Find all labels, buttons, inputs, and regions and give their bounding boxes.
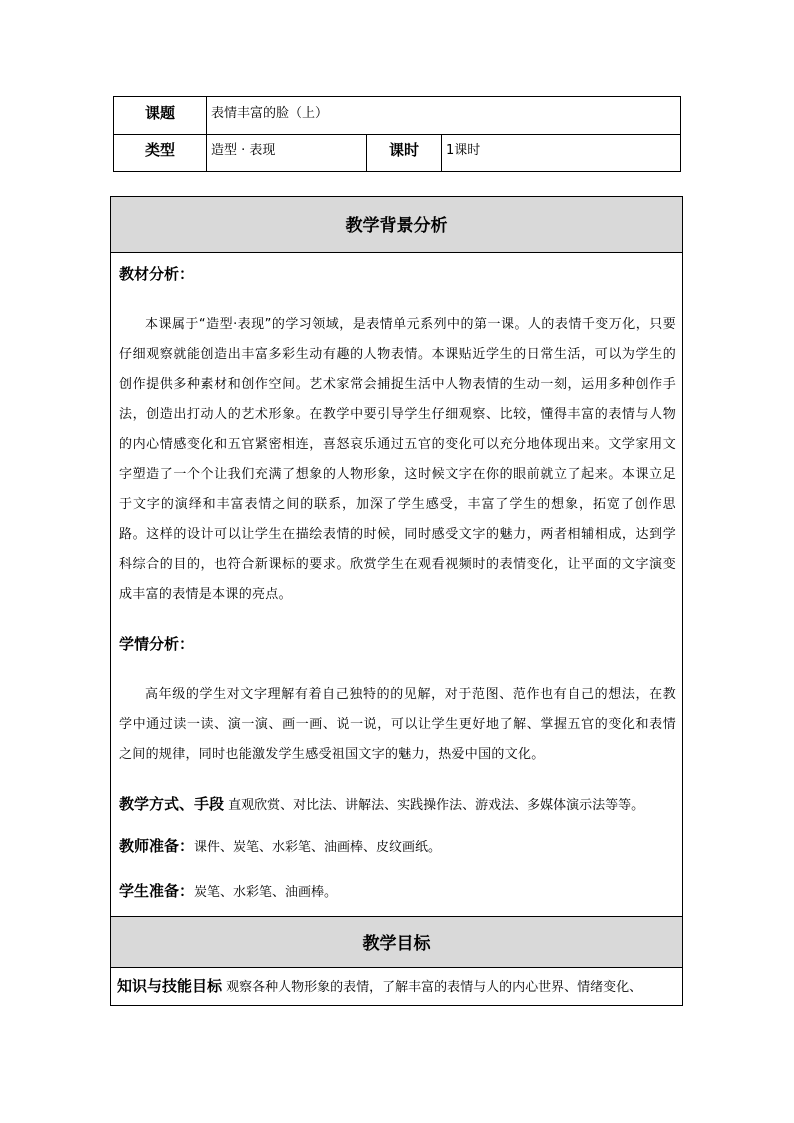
teacher-preparation-text: 课件、炭笔、水彩笔、油画棒、皮纹画纸。 (194, 840, 442, 855)
background-analysis-title: 教学背景分析 (111, 197, 682, 253)
teaching-methods-label: 教学方式、手段 (119, 795, 225, 813)
knowledge-skills-label: 知识与技能目标 (117, 977, 223, 995)
material-analysis-heading: 教材分析： (119, 265, 195, 283)
hours-label: 课时 (366, 134, 441, 171)
student-preparation-text: 炭笔、水彩笔、油画棒。 (194, 885, 338, 900)
topic-value: 表情丰富的脸（上） (206, 97, 680, 134)
type-row (114, 134, 680, 171)
knowledge-skills-goal (117, 975, 678, 996)
topic-label: 课题 (144, 104, 175, 122)
student-preparation-label: 学生准备： (119, 882, 195, 900)
knowledge-skills-text: 观察各种人物形象的表情，了解丰富的表情与人的内心世界、情绪变化、 (226, 980, 643, 995)
teacher-preparation-label: 教师准备： (119, 837, 195, 855)
student-analysis-text: 高年级的学生对文字理解有着自己独特的的见解，对于范图、范作也有自己的想法，在教学中通过读一读、演一演、画一画、说一说，可以让学生更好地了解、掌握五官的变化和表情之间的规律，同时也能激发学生感受祖国文字的魅力，热爱中国的文化。 (119, 687, 676, 762)
teaching-goals-title: 教学目标 (111, 916, 682, 968)
material-analysis-text: 本课属于“造型·表现”的学习领域，是表情单元系列中的第一课。人的表情千变万化，只要仔细观察就能创造出丰富多彩生动有趣的人物表情。本课贴近学生的日常生活，可以为学生的创作提供多种素材和创作空间。艺术家常会捕捉生活中人物表情的生动一刻，运用多种创作手法，创造出打动人的艺术形象。在教学中要引导学生仔细观察、比较，懂得丰富的表情与人物的内心情感变化和五官紧密相连，喜怒哀乐通过五官的变化可以充分地体现出来。文学家用文字塑造了一个个让我们充满了想象的人物形象，这时候文字在你的眼前就立了起来。本课立足于文字的演绎和丰富表情之间的联系，加深了学生感受，丰富了学生的想象，拓宽了创作思路。这样的设计可以让学生在描绘表情的时候，同时感受文字的魅力，两者相辅相成，达到学科综合的目的，也符合新课标的要求。欣赏学生在观看视频时的表情变化，让平面的文字演变成丰富的表情是本课的亮点。 (119, 317, 676, 602)
lesson-info-table (113, 96, 681, 172)
teaching-methods-text: 直观欣赏、对比法、讲解法、实践操作法、游戏法、多媒体演示法等等。 (228, 798, 645, 813)
topic-row (114, 97, 680, 135)
hours-value: 1课时 (441, 134, 680, 171)
type-label: 类型 (144, 141, 175, 159)
teaching-plan-table (110, 196, 683, 1006)
student-preparation (119, 880, 676, 901)
type-value: 造型 · 表现 (206, 134, 366, 171)
teacher-preparation (119, 835, 676, 856)
teaching-methods (119, 793, 676, 814)
student-analysis-heading: 学情分析： (119, 635, 195, 653)
